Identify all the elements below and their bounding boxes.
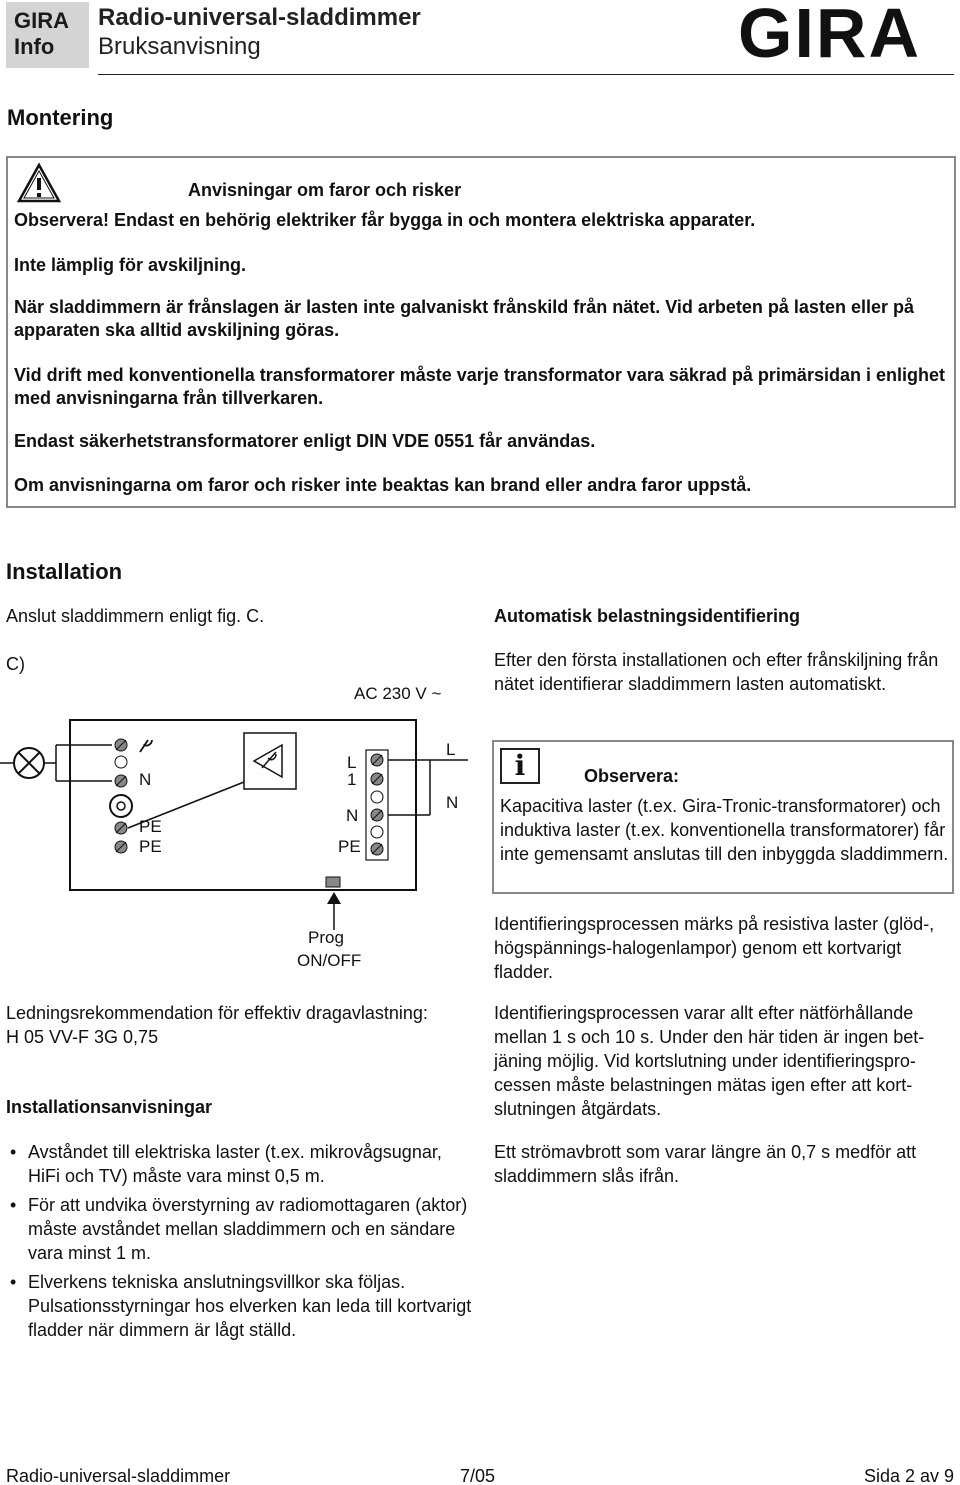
- warning-p1: Observera! Endast en behörig elektriker får bygga in och montera elektriska apparater.: [14, 210, 756, 230]
- warning-p2: Inte lämplig för avskiljning.: [14, 255, 247, 275]
- wiring-diagram: [0, 640, 480, 980]
- auto-detect-p1: Efter den första installationen och efter frånskiljning från nätet identifierar sladdimmern lasten automatiskt.: [494, 650, 939, 694]
- note-title: Observera:: [584, 766, 680, 786]
- note-body: Kapacitiva laster (t.ex. Gira-Tronic-transformatorer) och induktiva laster (t.ex. konventionella transformatorer) får inte gemensamt anslutas till den inbyggda sladdimmern.: [500, 796, 949, 864]
- footer-date: 7/05: [460, 1466, 496, 1485]
- warning-triangle-icon: [16, 162, 62, 204]
- note-box: [492, 740, 954, 894]
- warning-p3: När sladdimmern är frånslagen är lasten inte galvaniskt frånskild från nätet. Vid arbeten på lasten eller på apparaten ska alltid avskiljning göras.: [14, 297, 914, 340]
- warning-p6: Om anvisningarna om faror och risker inte beaktas kan brand eller andra faror uppstå.: [14, 475, 752, 495]
- bullet-item: • För att undvika överstyrning av radiomottagaren (aktor) måste avståndet mellan sladdimmern och en sändare vara minst 1 m.: [6, 1193, 476, 1265]
- footer-product: Radio-universal-sladdimmer: [6, 1466, 231, 1485]
- ac-voltage-label: AC 230 V ~: [354, 684, 442, 703]
- terminal-1: 1: [347, 770, 357, 789]
- cable-type: H 05 VV-F 3G 0,75: [6, 1027, 159, 1047]
- gira-logo: GIRA: [738, 0, 921, 72]
- info-badge-line1: GIRA: [14, 8, 69, 33]
- auto-detect-p2: Identifieringsprocessen märks på resistiva laster (glöd-, högspännings-halogenlampor) genom ett kortvarigt fladder.: [494, 914, 935, 982]
- montering-heading: Montering: [7, 105, 114, 130]
- terminal-pe-right: PE: [338, 837, 361, 856]
- cable-recommendation: Ledningsrekommendation för effektiv dragavlastning:: [6, 1003, 428, 1023]
- footer-page: Sida 2 av 9: [863, 1466, 954, 1485]
- warning-p5: Endast säkerhetstransformatorer enligt DIN VDE 0551 får användas.: [14, 431, 596, 451]
- header-divider: [98, 74, 954, 75]
- terminal-l: L: [347, 753, 357, 772]
- info-badge-line2: Info: [14, 34, 55, 59]
- gira-info-badge: [6, 2, 89, 68]
- onoff-label: ON/OFF: [297, 951, 362, 970]
- warning-title: Anvisningar om faror och risker: [188, 180, 462, 200]
- terminal-n-right: N: [346, 806, 359, 825]
- installation-heading: Installation: [6, 559, 123, 584]
- auto-detect-heading: Automatisk belastningsidentifiering: [494, 606, 801, 626]
- warning-p4: Vid drift med konventionella transformatorer måste varje transformator vara säkrad på primärsidan i enlighet med anvisningarna från tillverkaren.: [14, 365, 945, 408]
- bullet-item: • Elverkens tekniska anslutningsvillkor ska följas. Pulsationsstyrningar hos elverken kan leda till kortvarigt fladder när dimmern är lågt ställd.: [6, 1270, 476, 1342]
- document-subtitle: Bruksanvisning: [98, 33, 261, 60]
- installation-bullet-list: [6, 1140, 476, 1347]
- warning-box: [6, 156, 956, 508]
- bullet-item: • Avståndet till elektriska laster (t.ex. mikrovågsugnar, HiFi och TV) måste vara minst 0,5 m.: [6, 1140, 476, 1188]
- info-icon: i: [500, 748, 540, 784]
- auto-detect-p3: Identifieringsprocessen varar allt efter nätförhållande mellan 1 s och 10 s. Under den här tiden är ingen betjäning möjlig. Vid kortslutning under identifieringsprocessen måste belastningen mätas igen efter att kortslutningen åtgärdats.: [494, 1003, 925, 1119]
- header-text: [98, 4, 421, 62]
- figure-label: C): [6, 654, 25, 674]
- terminal-pe-1: PE: [139, 817, 162, 836]
- prog-label: Prog: [308, 928, 344, 947]
- terminal-n-left: N: [139, 770, 152, 789]
- mains-l-label: L: [446, 740, 456, 759]
- mains-n-label: N: [446, 793, 459, 812]
- auto-detect-p4: Ett strömavbrott som varar längre än 0,7 s medför att sladdimmern slås ifrån.: [494, 1142, 917, 1186]
- document-title: Radio-universal-sladdimmer: [98, 4, 421, 31]
- connect-instruction: Anslut sladdimmern enligt fig. C.: [6, 606, 265, 626]
- installation-instructions-heading: Installationsanvisningar: [6, 1097, 213, 1117]
- terminal-pe-2: PE: [139, 837, 162, 856]
